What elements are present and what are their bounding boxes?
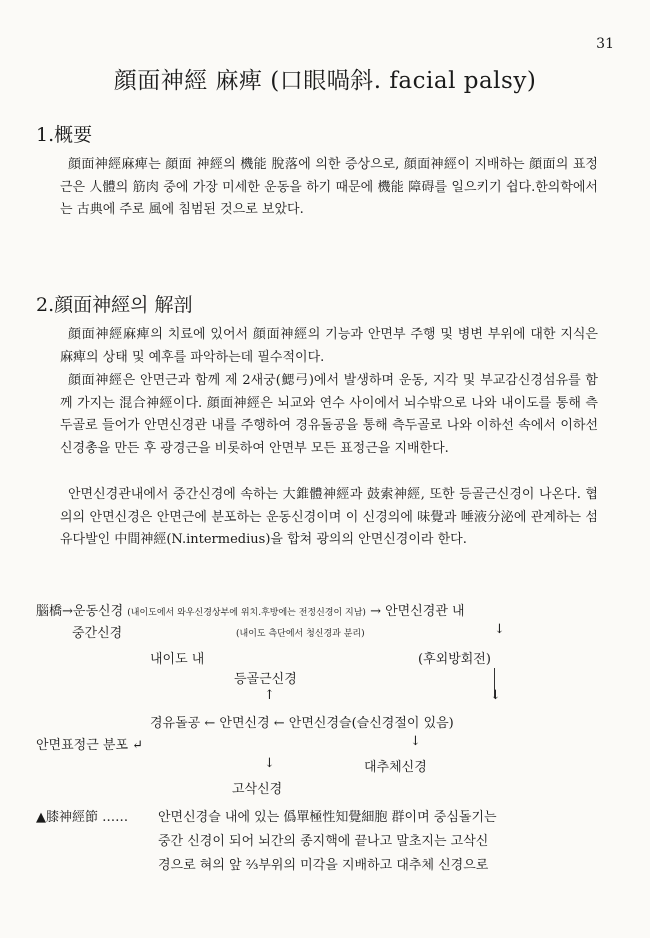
diagram-intermediate-nerve: 중간신경 bbox=[72, 626, 123, 641]
anatomy-paragraph-2: 顔面神經은 안면근과 함께 제 2새궁(鰓弓)에서 발생하며 운동, 지각 및 부교감신경섬유를 함께 가지는 混合神經이다. 顔面神經은 뇌교와 연수 사이에서 뇌수밖으로 나와 내이도를 통해 측두골로 들어가 안면신경관 내를 주행하여 경유돌공을 통해 측두골로 나와 이하선 속에서 이하선 신경총을 만든 후 광경근을 비롯하여 안면부 모든 표정근을 지배한다. bbox=[60, 373, 598, 456]
overview-paragraph: 顔面神經麻痺는 顔面 神經의 機能 脫落에 의한 증상으로, 顔面神經이 지배하는 顔面의 표정근은 人體의 筋肉 중에 가장 미세한 운동을 하기 때문에 機能 障碍를 일으키기 쉽다.한의학에서는 古典에 주로 風에 침범된 것으로 보았다. bbox=[60, 157, 598, 217]
diagram-row1-note: (내이도에서 와우신경상부에 위치.후방에는 전정신경이 지남) bbox=[127, 608, 366, 618]
down-arrow-icon: ↓ bbox=[264, 756, 275, 771]
diagram-facial-expression-distribution: 안면표정근 분포 ↵ bbox=[36, 738, 144, 753]
diagram-row2-note: (내이도 측단에서 청신경과 분리) bbox=[236, 629, 365, 639]
section-heading-anatomy: 2.顔面神經의 解剖 bbox=[36, 294, 193, 316]
diagram-internal-meatus: 내이도 내 bbox=[150, 652, 205, 667]
footnote-label: ▲膝神經節 …… bbox=[36, 810, 129, 825]
diagram-chorda-tympani: 고삭신경 bbox=[232, 782, 283, 797]
footnote-line-2: 중간 신경이 되어 뇌간의 종지핵에 끝나고 말초지는 고삭신 bbox=[158, 834, 489, 849]
down-arrow-icon: ↓ bbox=[490, 688, 501, 703]
diagram-posterolateral-turn: (후외방회전) bbox=[418, 652, 491, 667]
down-arrow-icon: ↓ bbox=[494, 622, 505, 637]
diagram-row1-start: 腦橋→운동신경 bbox=[36, 604, 124, 619]
diagram-stapedius-nerve: 등골근신경 bbox=[234, 672, 297, 687]
footnote-line-1: 안면신경슬 내에 있는 僞單極性知覺細胞 群이며 중심돌기는 bbox=[158, 810, 497, 825]
anatomy-paragraph-3: 안면신경관내에서 중간신경에 속하는 大錐體神經과 鼓索神經, 또한 등골근신경이 나온다. 협의의 안면신경은 안면근에 분포하는 운동신경이며 이 신경의에 味覺과 唾液分泌에 관계하는 섬유다발인 中間神經(N.intermedius)을 합쳐 광의의 안면신경이라 한다. bbox=[60, 487, 598, 547]
diagram-stylomastoid-row: 경유돌공 ← 안면신경 ← 안면신경슬(슬신경절이 있음) bbox=[150, 716, 454, 731]
down-arrow-icon: ↓ bbox=[410, 734, 421, 749]
up-arrow-icon: ↑ bbox=[264, 688, 275, 703]
diagram-greater-petrosal-nerve: 대추체신경 bbox=[364, 760, 427, 775]
page-number: 31 bbox=[596, 36, 614, 52]
page-title: 顔面神經 麻痺 (口眼喎斜. facial palsy) bbox=[113, 68, 537, 94]
footnote-line-3: 경으로 혀의 앞 ⅔부위의 미각을 지배하고 대추체 신경으로 bbox=[158, 858, 489, 873]
anatomy-paragraph-1: 顔面神經麻痺의 치료에 있어서 顔面神經의 기능과 안면부 주행 및 병변 부위에 대한 지식은 麻痺의 상태 및 예후를 파악하는데 필수적이다. bbox=[60, 327, 598, 365]
diagram-pons-motor bbox=[36, 600, 465, 619]
diagram-row1-end: → 안면신경관 내 bbox=[370, 604, 465, 619]
section-heading-overview: 1.概要 bbox=[36, 124, 93, 146]
